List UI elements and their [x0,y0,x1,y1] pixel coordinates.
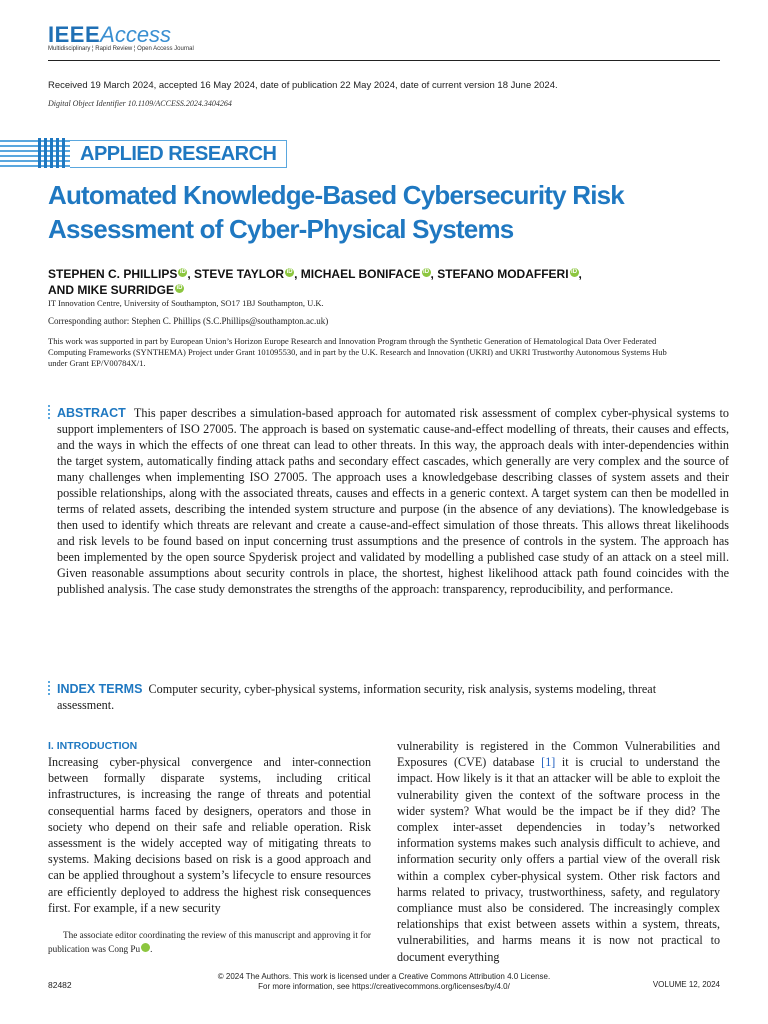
volume-label: VOLUME 12, 2024 [652,980,720,989]
intro-text-part: vulnerability is registered in the Common Vulnerabilities and Exposures (CVE) database [397,739,720,770]
section-heading-introduction: I. INTRODUCTION [48,740,138,752]
author-list: STEPHEN C. PHILLIPS iD , STEVE TAYLOR iD , MICHAEL BONIFACE iD , STEFANO MODAFFERI iD , AND MIKE SURRIDGE iD [48,267,582,297]
logo-access: Access [100,22,172,47]
author-name: STEFANO MODAFFERI [437,267,569,281]
abstract-marker-icon [48,405,52,421]
license-link[interactable]: For more information, see https://creativecommons.org/licenses/by/4.0/ [258,982,510,991]
orcid-icon[interactable]: iD [571,269,578,275]
license-line: © 2024 The Authors. This work is licensed under a Creative Commons Attribution 4.0 License. [217,972,551,981]
index-terms-marker-icon [48,681,52,697]
orcid-icon[interactable]: iD [179,269,186,275]
index-terms-heading: INDEX TERMS [57,682,143,696]
logo-ieee: IEEE [48,22,101,47]
intro-paragraph-right [397,738,720,965]
banner-stripes-icon [0,138,70,168]
orcid-icon[interactable]: iD [423,269,430,275]
ieee-access-logo [48,22,171,48]
abstract-text: This paper describes a simulation-based approach for automated risk assessment of complex cyber-physical systems to support implementers of ISO 27005. The approach is based on systematic cause-and-effect modelling of threats, their causes and effects, and the ways in which the effects of one threat can lead to other threats. In this way, the approach deals with inter-dependencies within the target system, automatically finding attack paths and secondary effect cascades, which generally are very complex and the source of many challenges when implementing ISO 27005. The approach uses a knowledgebase describing classes of system assets and their possible relationships, along with the associated threats, causes and effects in a generic context. A target system can then be modelled in terms of related assets, describing the intended system structure and purpose (in the absence of any deviations). The knowledgebase is then used to identify which threats are relevant and create a cause-and-effect simulation of those threats. This allows threat likelihoods and risk levels to be found based on input concerning trust assumptions and the presence of controls in the system. The approach has been implemented by the open source Spyderisk project and validated by modelling a published case study of an attack on a steel mill. Given reasonable assumptions about security controls in place, the shortest, highest likelihood attack path found coincides with the published analysis. The case study demonstrates the strengths of the approach: transparency, reproducibility, and performance. [57,406,729,596]
intro-text-part: it is crucial to understand the impact. How likely is it that an attacker will be able to exploit the vulnerability given the context of the software process in the wider system? What would be the impact be if they did? The complex inter-asset dependencies in today’s networked information systems makes such analysis difficult to achieve, and information security only offers a partial view of the overall risk within a complex cyber-physical system. Other risk factors and harms related to privacy, trustworthiness, safety, and regulatory compliance must also be considered. The increasingly complex relationships that exist between assets within a system, threats, vulnerabilities, and harms means it is now not practical to document everything [397,755,721,964]
journal-tagline: Multidisciplinary ¦ Rapid Review ¦ Open Access Journal [48,46,194,52]
intro-paragraph-left: Increasing cyber-physical convergence and inter-connection between formally disparate systems, including critical infrastructures, is increasing the range of threats and potential consequential harms faced by designers, operators and those in society who depend on their safe and reliable operation. Risk assessment is the widely accepted way of mitigating threats to systems. Making decisions based on risk is a good approach and can be applied throughout a system’s lifecycle to ensure resources are efficiently deployed to address the highest risk consequences first. For example, if a new security [48,755,371,915]
section-banner-label: APPLIED RESEARCH [80,142,277,165]
citation-link[interactable]: [1] [541,755,556,770]
orcid-icon[interactable]: iD [141,943,150,952]
orcid-icon[interactable]: iD [286,269,293,275]
index-terms-text: Computer security, cyber-physical systems, information security, risk analysis, systems modeling, threat assessment. [57,682,657,712]
author-name: STEPHEN C. PHILLIPS [48,267,178,281]
publication-dates: Received 19 March 2024, accepted 16 May 2024, date of publication 22 May 2024, date of current version 18 June 2024. [48,80,558,91]
abstract-heading: ABSTRACT [57,406,126,420]
funding-statement: This work was supported in part by European Union’s Horizon Europe Research and Innovation Program through the Synthetic Generation of Hematological Data Over Federated Computing Frameworks (SYNTHEMA) Project under Grant 101095530, and in part by the U.K. Research and Innovation (UKRI) and UKRI Trustworthy Autonomous Systems Hub under Grant EP/V00784X/1. [48,336,667,368]
author-name: STEVE TAYLOR [194,267,285,281]
orcid-icon[interactable]: iD [176,285,183,291]
author-name: MICHAEL BONIFACE [300,267,421,281]
doi: Digital Object Identifier 10.1109/ACCESS.2024.3404264 [48,99,232,108]
author-name: AND MIKE SURRIDGE [48,283,175,297]
associate-editor-text: The associate editor coordinating the review of this manuscript and approving it for publication was Cong Pu [48,930,371,954]
right-column [397,738,720,965]
corresponding-author: Corresponding author: Stephen C. Phillips (S.C.Phillips@southampton.ac.uk) [48,316,329,326]
header-divider [48,60,720,61]
section-banner [70,140,287,168]
left-column [48,738,371,916]
associate-editor-note: The associate editor coordinating the review of this manuscript and approving it for publication was Cong Pu iD. [48,930,371,954]
index-terms [57,681,657,713]
page-number: 82482 [48,980,72,990]
paper-title: Automated Knowledge-Based Cybersecurity Risk Assessment of Cyber-Physical Systems [48,180,624,244]
affiliation: IT Innovation Centre, University of Southampton, SO17 1BJ Southampton, U.K. [48,298,324,308]
abstract [57,405,729,597]
